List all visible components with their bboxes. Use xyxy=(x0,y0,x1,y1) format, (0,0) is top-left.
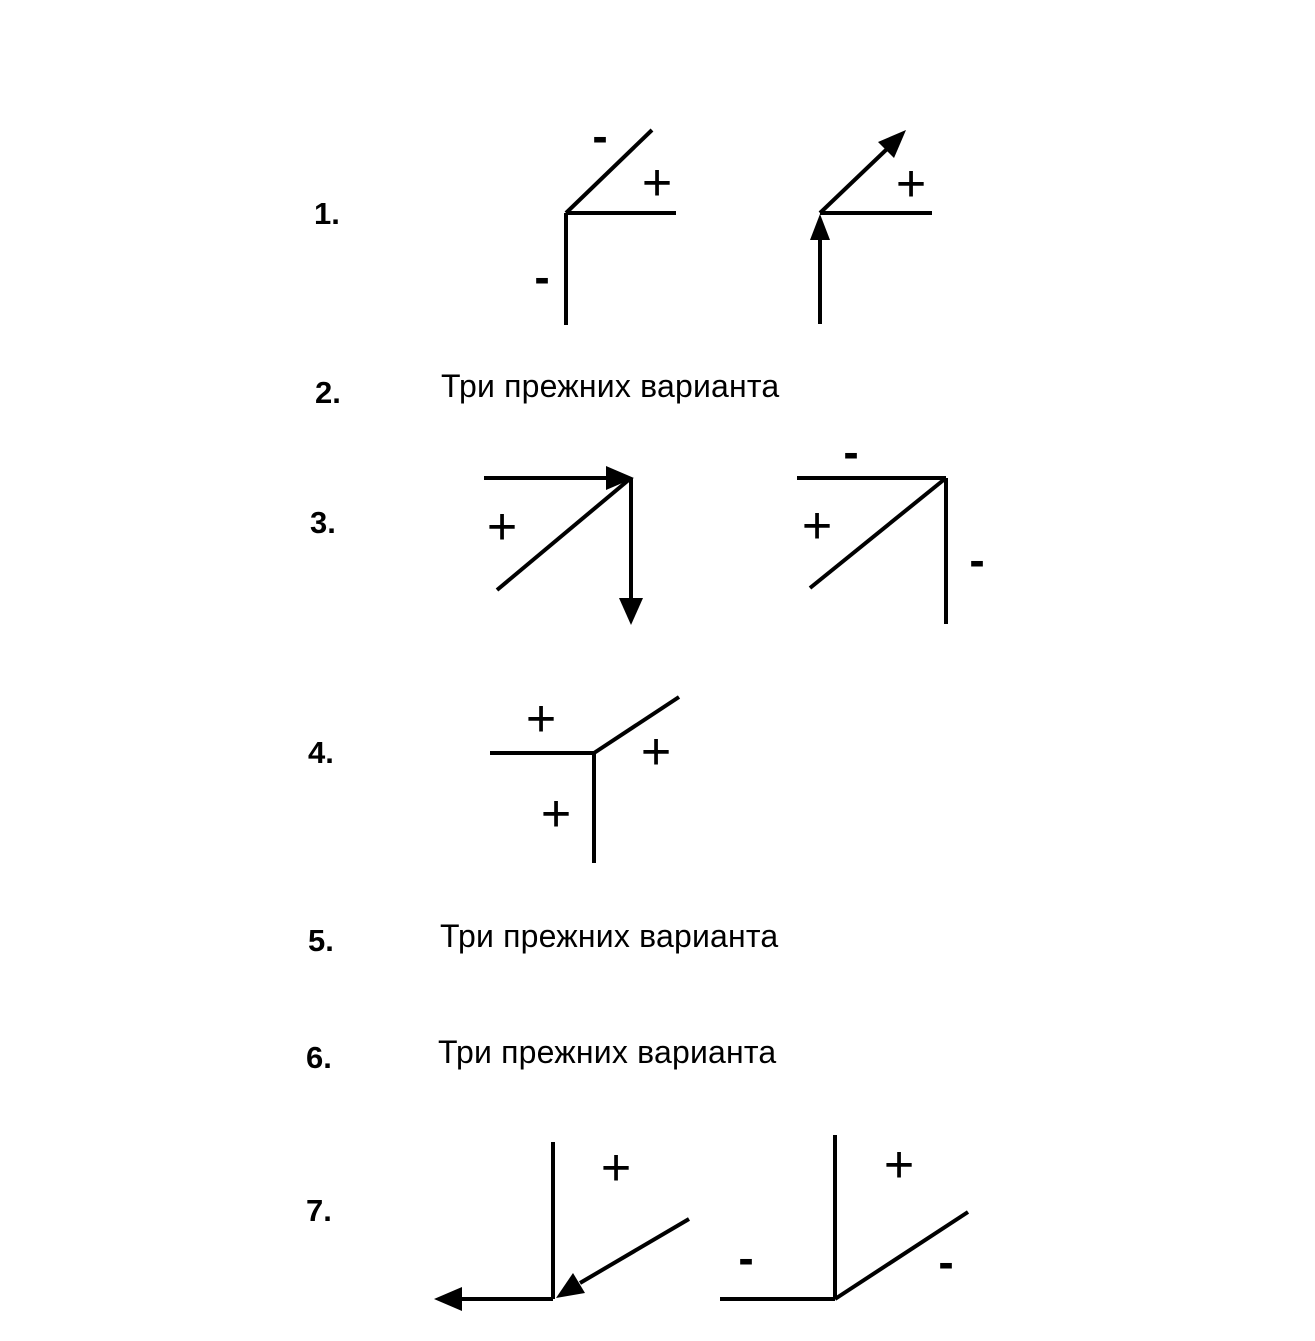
segment xyxy=(820,149,887,213)
sign-minus: - xyxy=(969,534,985,586)
arrowhead xyxy=(810,214,830,240)
sign-plus: + xyxy=(600,1139,632,1197)
sign-plus: + xyxy=(801,497,833,555)
item-5-caption: Три прежних варианта xyxy=(440,918,779,954)
item-2-number: 2. xyxy=(315,375,341,410)
item-6-number: 6. xyxy=(306,1040,332,1075)
sign-minus: - xyxy=(738,1232,754,1284)
sign-minus: - xyxy=(938,1236,954,1288)
arrowhead xyxy=(434,1287,462,1311)
item-2-caption: Три прежних варианта xyxy=(441,368,780,404)
sign-minus: - xyxy=(592,110,608,162)
sign-minus: - xyxy=(534,251,550,303)
arrowhead xyxy=(619,598,643,625)
sign-plus: + xyxy=(895,155,927,213)
sign-minus: - xyxy=(843,426,859,478)
sign-plus: + xyxy=(640,723,672,781)
item-1-number: 1. xyxy=(314,196,340,231)
item-4-number: 4. xyxy=(308,735,334,770)
sign-plus: + xyxy=(540,785,572,843)
item-7-number: 7. xyxy=(306,1193,332,1228)
segment xyxy=(580,1219,689,1283)
item-6-caption: Три прежних варианта xyxy=(438,1034,777,1070)
item-3-number: 3. xyxy=(310,505,336,540)
item-5-number: 5. xyxy=(308,923,334,958)
sign-plus: + xyxy=(641,154,673,212)
item-7-junction-right xyxy=(720,1135,968,1299)
sign-plus: + xyxy=(486,498,518,556)
segment xyxy=(566,130,652,213)
arrowhead xyxy=(556,1273,585,1298)
sign-plus: + xyxy=(883,1136,915,1194)
item-7-junction-left xyxy=(434,1139,689,1311)
sign-plus: + xyxy=(525,690,557,748)
